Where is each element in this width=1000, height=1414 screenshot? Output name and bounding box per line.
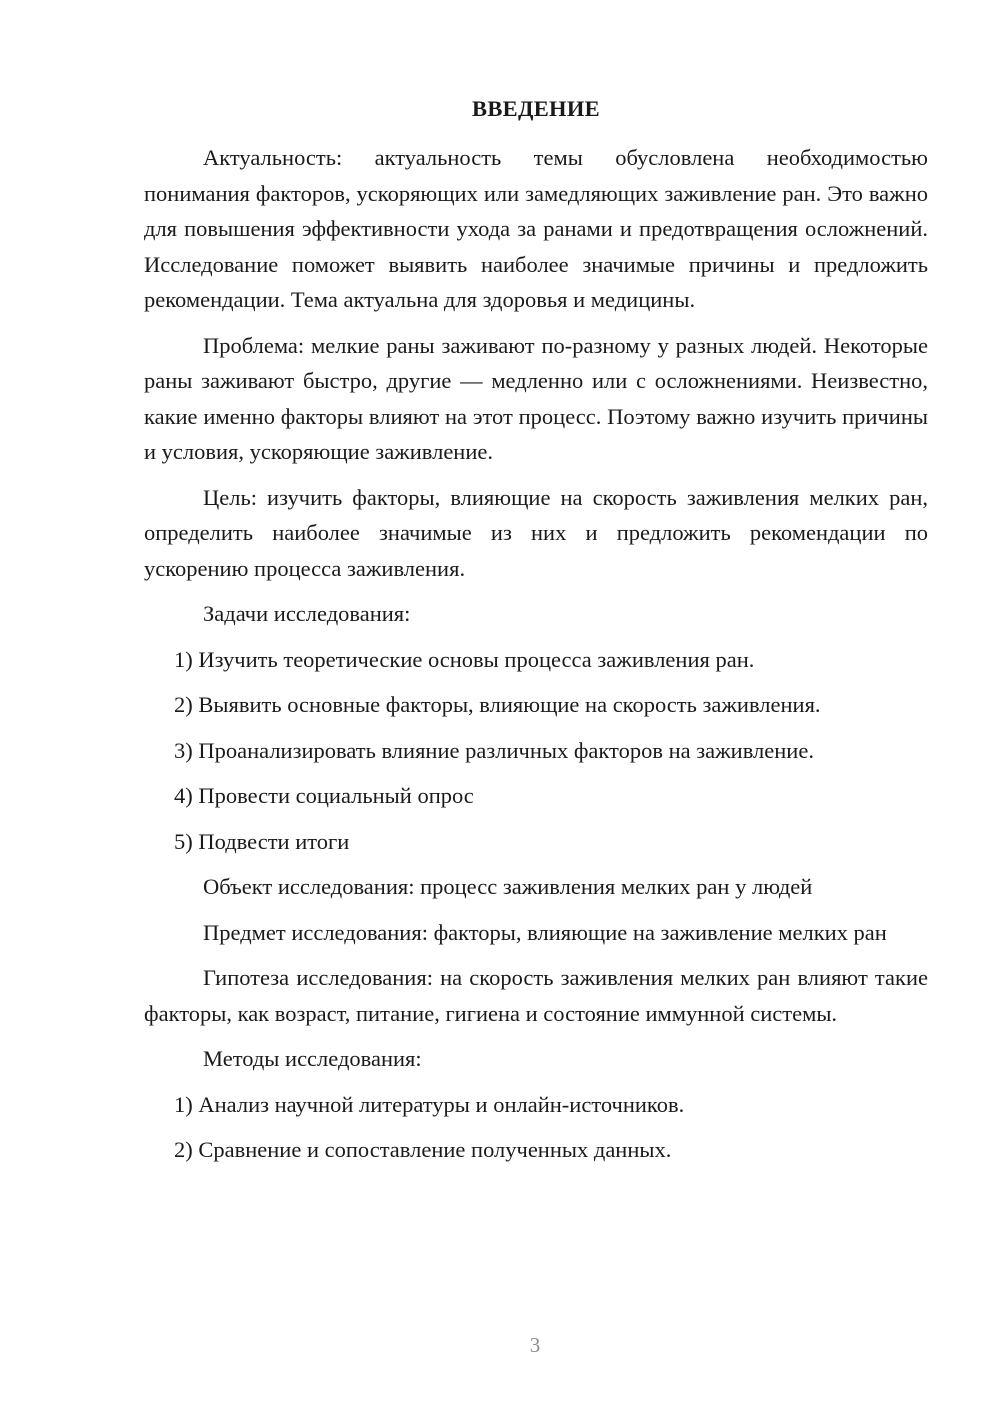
task-item: 4) Провести социальный опрос: [174, 783, 474, 808]
object-paragraph: Объект исследования: процесс заживления мелких ран у людей: [203, 874, 813, 899]
task-item: 2) Выявить основные факторы, влияющие на скорость заживления.: [174, 692, 821, 717]
tasks-heading: Задачи исследования:: [203, 601, 411, 626]
hypothesis-paragraph: Гипотеза исследования: на скорость заживления мелких ран влияют такие факторы, как возраст, питание, гигиена и состояние иммунной системы.: [144, 965, 928, 1026]
task-item: 5) Подвести итоги: [174, 828, 350, 854]
goal-paragraph: Цель: изучить факторы, влияющие на скорость заживления мелких ран, определить наиболее значимые из них и предложить рекомендации по ускорению процесса заживления.: [144, 484, 928, 581]
method-item: 1) Анализ научной литературы и онлайн-источников.: [174, 1091, 685, 1117]
section-title: ВВЕДЕНИЕ: [472, 96, 600, 121]
page-content: [144, 96, 928, 1178]
method-item: 2) Сравнение и сопоставление полученных данных.: [174, 1137, 672, 1162]
subject-paragraph: Предмет исследования: факторы, влияющие на заживление мелких ран: [203, 919, 887, 945]
relevance-paragraph: Актуальность: актуальность темы обусловлена необходимостью понимания факторов, ускоряющих или замедляющих заживление ран. Это важно для повышения эффективности ухода за ранами и предотвращения осложнений. Исследование поможет выявить наиболее значимые причины и предложить рекомендации. Тема актуальна для здоровья и медицины.: [144, 145, 928, 312]
problem-paragraph: Проблема: мелкие раны заживают по-разному у разных людей. Некоторые раны заживают быстро, другие — медленно или с осложнениями. Неизвестно, какие именно факторы влияют на этот процесс. Поэтому важно изучить причины и условия, ускоряющие заживление.: [144, 332, 928, 464]
methods-heading: Методы исследования:: [203, 1046, 422, 1071]
task-item: 3) Проанализировать влияние различных факторов на заживление.: [174, 737, 814, 763]
page-number: 3: [529, 1333, 541, 1357]
task-item: 1) Изучить теоретические основы процесса заживления ран.: [174, 646, 755, 672]
